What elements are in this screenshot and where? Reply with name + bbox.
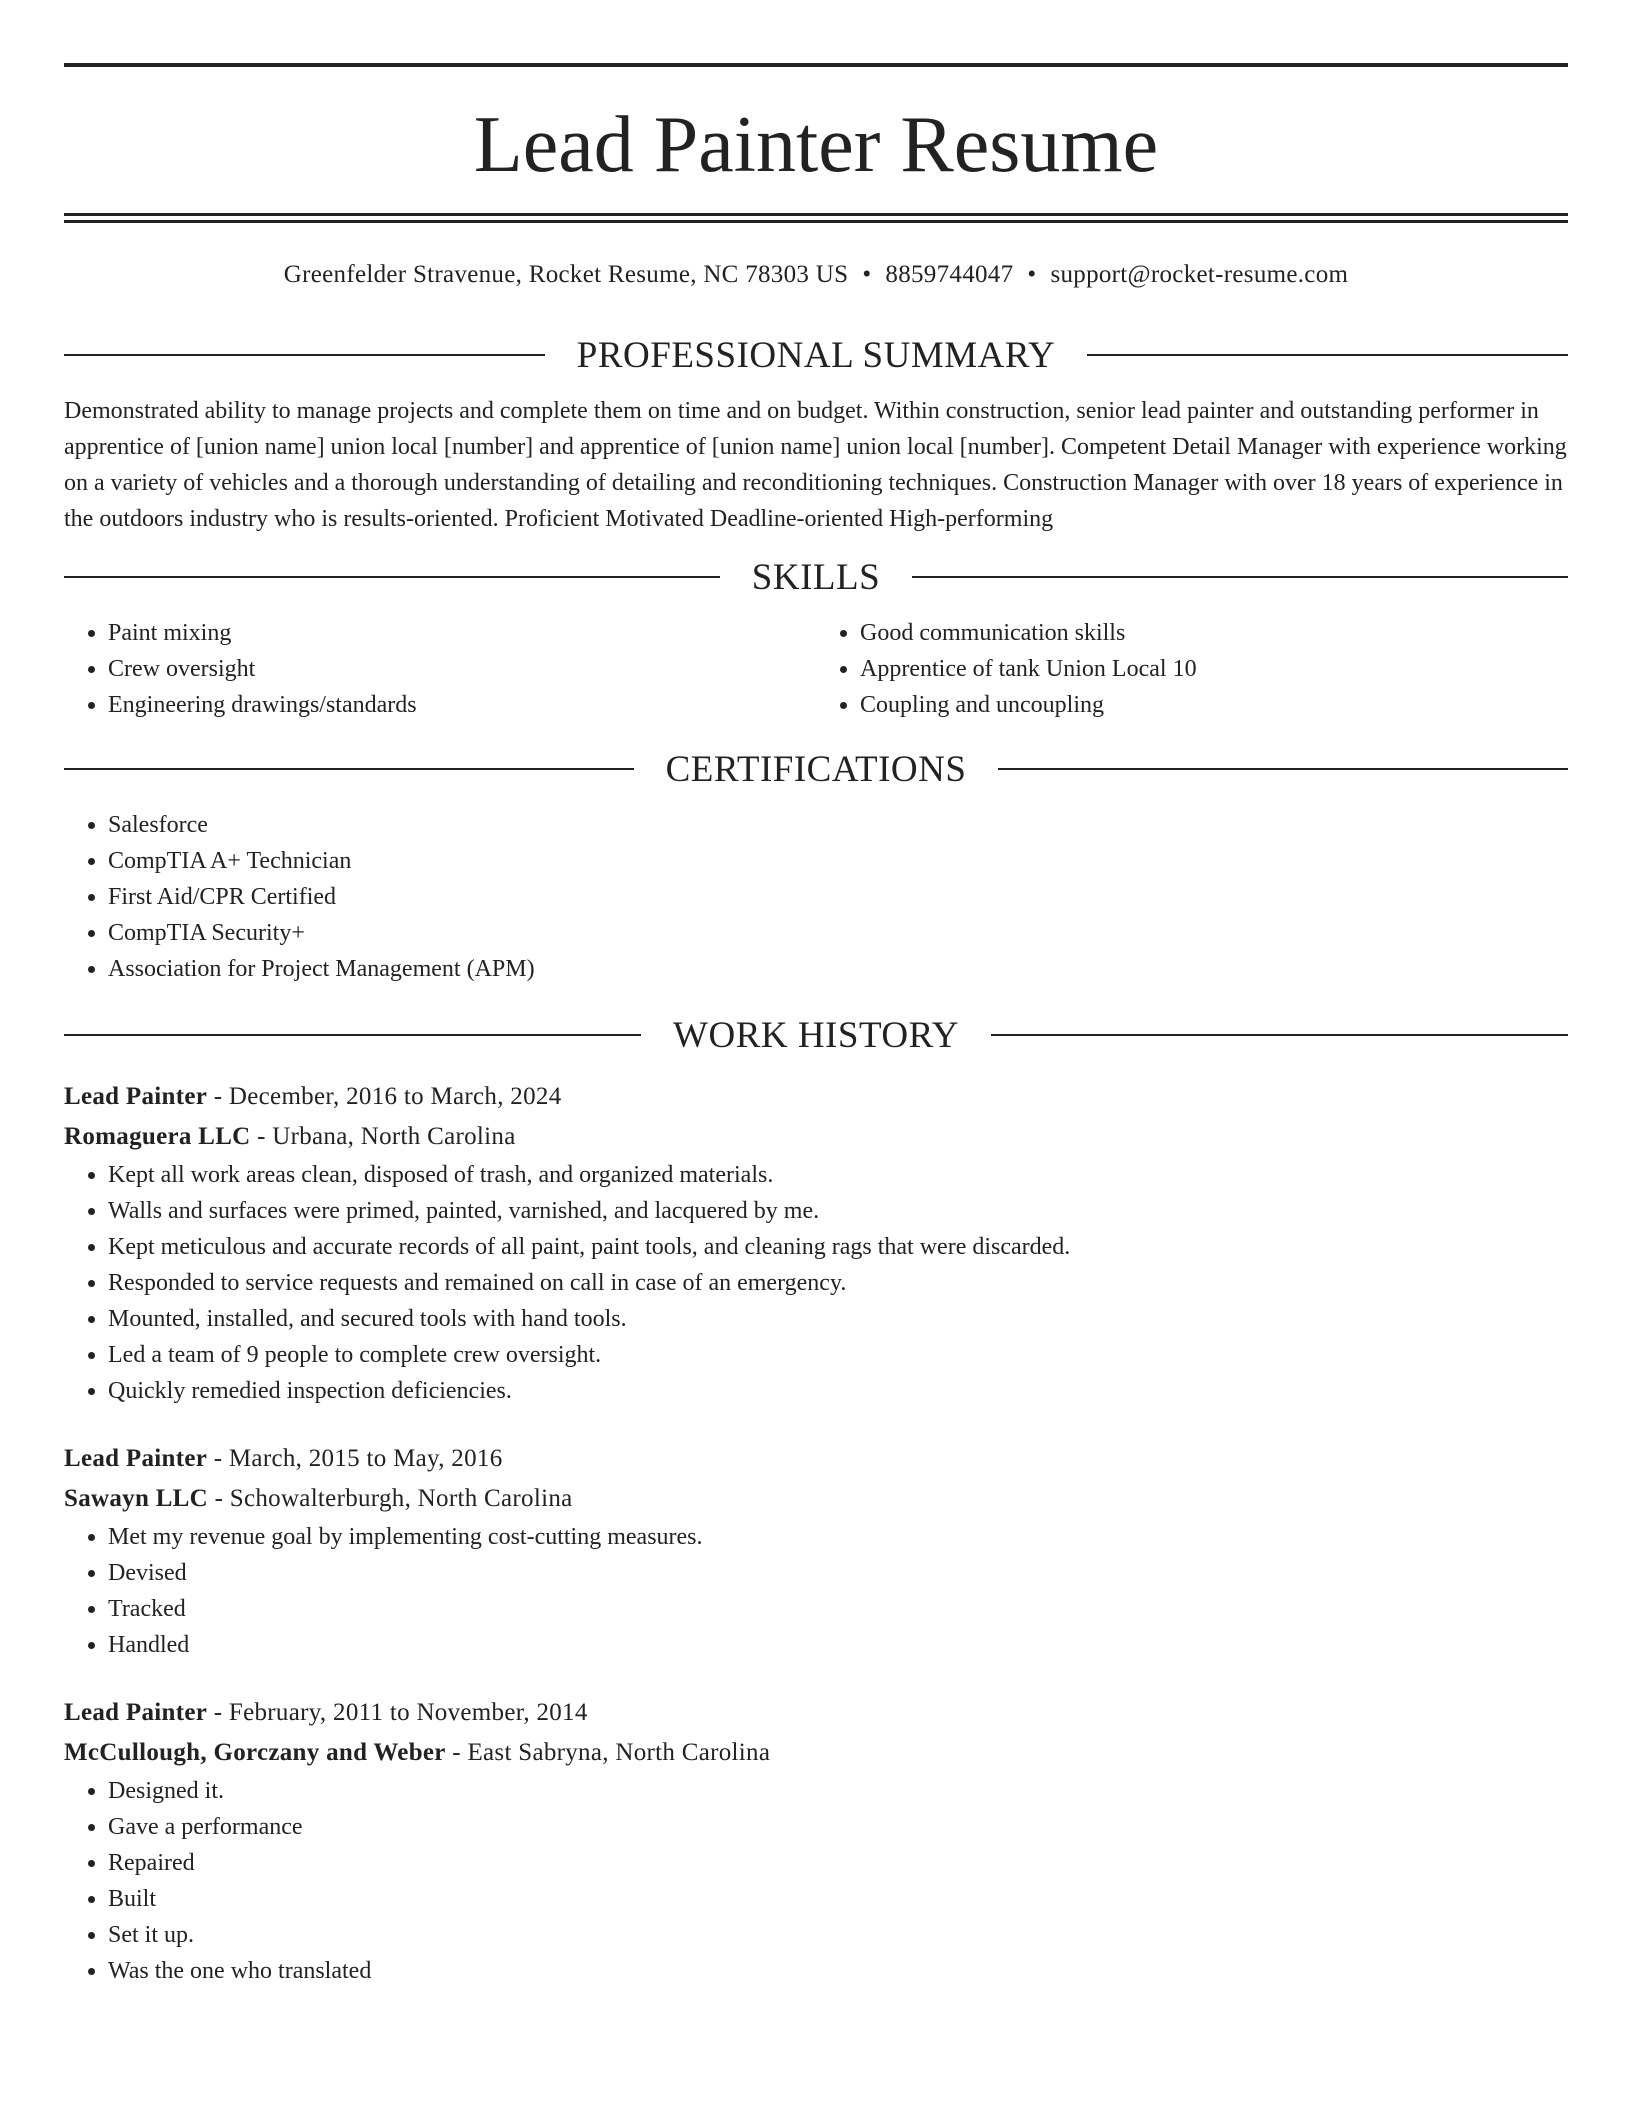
job-bullets <box>64 1773 1568 1989</box>
job-bullet: • Designed it. <box>108 1773 1568 1809</box>
job-bullet: • Tracked <box>108 1591 1568 1627</box>
job-company-line <box>64 1117 1568 1157</box>
job-bullet: • Walls and surfaces were primed, painted, varnished, and lacquered by me. <box>108 1193 1568 1229</box>
work-heading: WORK HISTORY <box>673 1014 959 1056</box>
contact-line <box>64 259 1568 291</box>
job-bullet: • Responded to service requests and remained on call in case of an emergency. <box>108 1265 1568 1301</box>
skill-item: • Coupling and uncoupling <box>860 687 1568 723</box>
job-entry <box>64 1077 1568 1409</box>
job-entry <box>64 1439 1568 1663</box>
contact-separator: • <box>862 261 872 288</box>
job-bullet: • Repaired <box>108 1845 1568 1881</box>
skill-item: • Engineering drawings/standards <box>108 687 816 723</box>
job-bullet: • Built <box>108 1881 1568 1917</box>
skill-item: • Apprentice of tank Union Local 10 <box>860 651 1568 687</box>
job-company: Sawayn LLC <box>64 1485 209 1512</box>
certifications-section-heading <box>64 747 1568 791</box>
job-bullet: • Met my revenue goal by implementing cost-cutting measures. <box>108 1519 1568 1555</box>
job-company-line <box>64 1733 1568 1773</box>
job-bullet: • Kept all work areas clean, disposed of trash, and organized materials. <box>108 1157 1568 1193</box>
job-bullet: • Devised <box>108 1555 1568 1591</box>
summary-text: Demonstrated ability to manage projects and complete them on time and on budget. Within construction, senior lead painter and outstanding performer in apprentice of [union name] union local [number] and apprentice of [union name] union local [number]. Competent Detail Manager with experience working on a variety of vehicles and a thorough understanding of detailing and reconditioning techniques. Construction Manager with over 18 years of experience in the outdoors industry who is results-oriented. Proficient Motivated Deadline-oriented High-performing <box>64 398 1567 532</box>
job-location: - Urbana, North Carolina <box>250 1123 516 1150</box>
certifications-list <box>64 807 1568 987</box>
certification-item: • CompTIA A+ Technician <box>108 843 1568 879</box>
job-title: Lead Painter <box>64 1699 208 1726</box>
job-company-line <box>64 1479 1568 1519</box>
skills-column-right <box>816 615 1568 723</box>
contact-phone: 8859744047 <box>885 261 1014 288</box>
job-title-line <box>64 1439 1568 1479</box>
summary-section-heading <box>64 333 1568 377</box>
certification-item: • CompTIA Security+ <box>108 915 1568 951</box>
header-double-rule <box>64 213 1568 223</box>
contact-address: Greenfelder Stravenue, Rocket Resume, NC 78303 US <box>283 261 849 288</box>
job-bullet: • Quickly remedied inspection deficiencies. <box>108 1373 1568 1409</box>
heading-rule-left <box>64 768 634 770</box>
certification-item: • Salesforce <box>108 807 1568 843</box>
job-title: Lead Painter <box>64 1445 208 1472</box>
job-bullet: • Mounted, installed, and secured tools with hand tools. <box>108 1301 1568 1337</box>
certifications-heading: CERTIFICATIONS <box>665 748 967 790</box>
resume-page <box>64 0 1568 1989</box>
job-bullet: • Gave a performance <box>108 1809 1568 1845</box>
job-title: Lead Painter <box>64 1083 208 1110</box>
skills-column-left <box>64 615 816 723</box>
skills-section-heading <box>64 555 1568 599</box>
job-dates: - December, 2016 to March, 2024 <box>207 1083 562 1110</box>
job-bullet: • Kept meticulous and accurate records of all paint, paint tools, and cleaning rags that were discarded. <box>108 1229 1568 1265</box>
job-bullet: • Was the one who translated <box>108 1953 1568 1989</box>
job-company: Romaguera LLC <box>64 1123 251 1150</box>
resume-title: Lead Painter Resume <box>473 101 1159 189</box>
job-bullet: • Led a team of 9 people to complete crew oversight. <box>108 1337 1568 1373</box>
certification-item: • First Aid/CPR Certified <box>108 879 1568 915</box>
job-bullets <box>64 1519 1568 1663</box>
heading-rule-right <box>1087 354 1568 356</box>
header-top-rule <box>64 63 1568 67</box>
job-title-line <box>64 1077 1568 1117</box>
job-bullet: • Set it up. <box>108 1917 1568 1953</box>
skills-grid <box>64 615 1568 723</box>
skill-item: • Crew oversight <box>108 651 816 687</box>
skill-item: • Paint mixing <box>108 615 816 651</box>
skills-heading: SKILLS <box>751 556 881 598</box>
job-dates: - February, 2011 to November, 2014 <box>207 1699 588 1726</box>
job-location: - Schowalterburgh, North Carolina <box>208 1485 573 1512</box>
summary-heading: PROFESSIONAL SUMMARY <box>576 334 1056 376</box>
heading-rule-right <box>912 576 1568 578</box>
job-location: - East Sabryna, North Carolina <box>445 1739 771 1766</box>
job-bullets <box>64 1157 1568 1409</box>
certification-item: • Association for Project Management (APM) <box>108 951 1568 987</box>
contact-email: support@rocket-resume.com <box>1050 261 1349 288</box>
job-bullet: • Handled <box>108 1627 1568 1663</box>
work-section-heading <box>64 1013 1568 1057</box>
heading-rule-left <box>64 1034 641 1036</box>
job-company: McCullough, Gorczany and Weber <box>64 1739 446 1766</box>
heading-rule-left <box>64 576 720 578</box>
job-entry <box>64 1693 1568 1989</box>
skill-item: • Good communication skills <box>860 615 1568 651</box>
skills-list-left <box>64 615 816 723</box>
heading-rule-right <box>991 1034 1568 1036</box>
heading-rule-left <box>64 354 545 356</box>
job-title-line <box>64 1693 1568 1733</box>
heading-rule-right <box>998 768 1568 770</box>
job-dates: - March, 2015 to May, 2016 <box>207 1445 503 1472</box>
contact-separator: • <box>1027 261 1037 288</box>
skills-list-right <box>816 615 1568 723</box>
